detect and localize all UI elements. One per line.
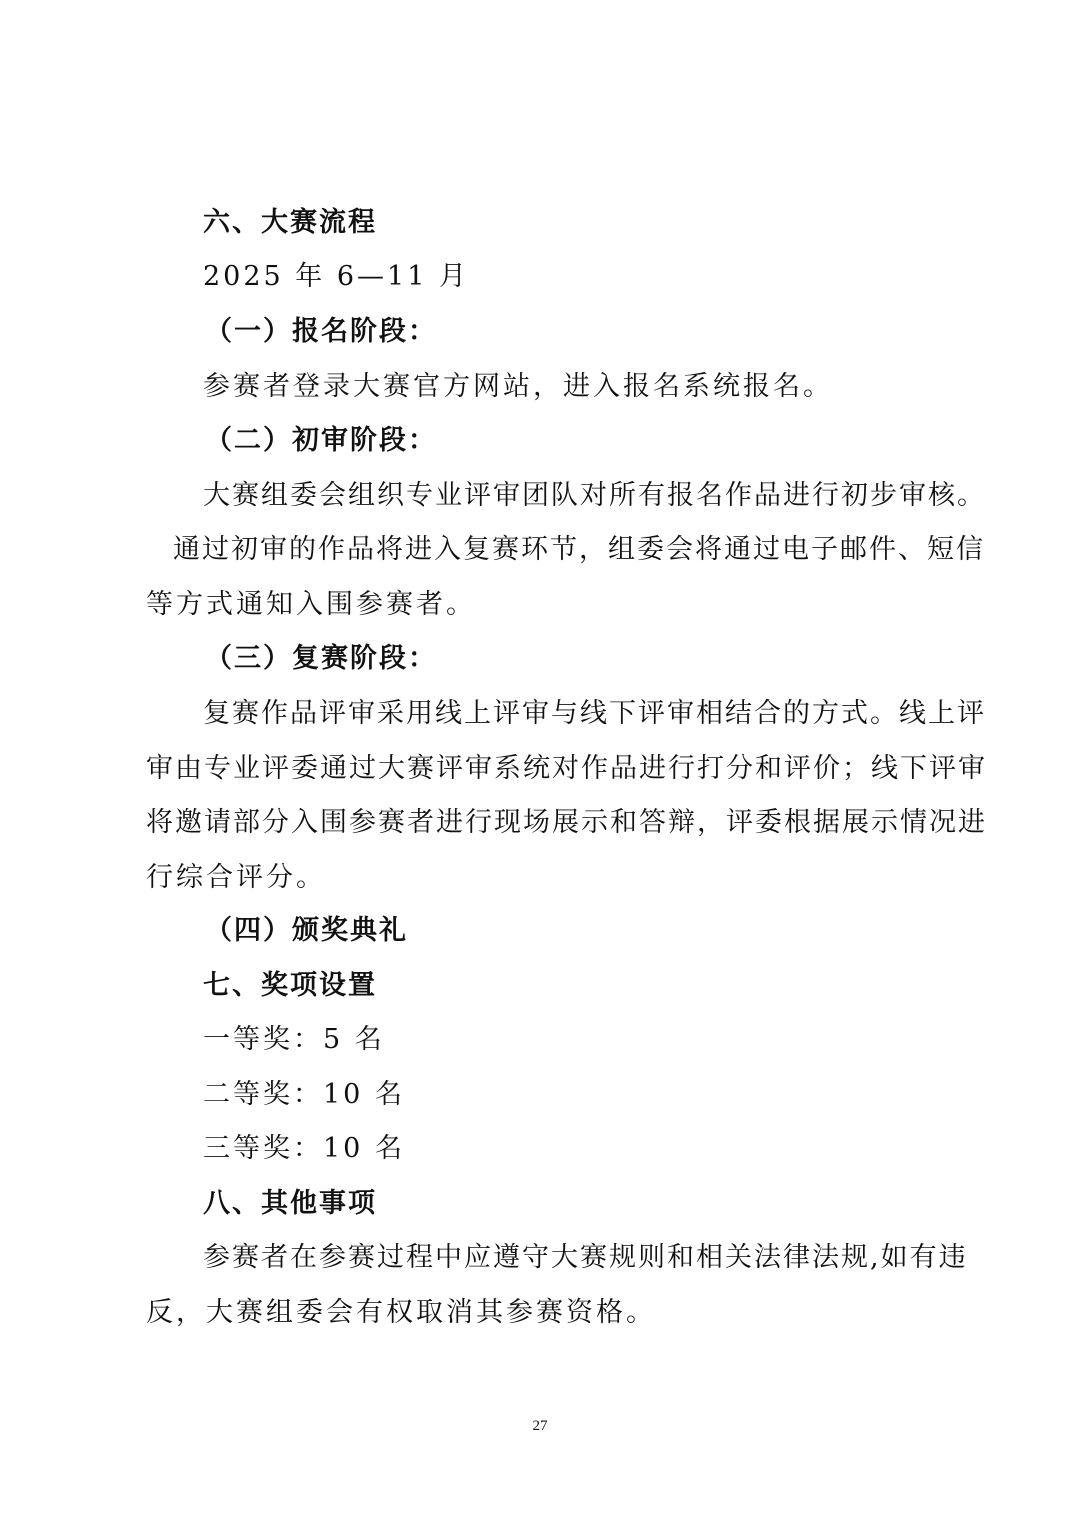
section-six-heading: 六、大赛流程	[203, 207, 377, 238]
award-first-prize: 一等奖：5 名	[203, 1024, 385, 1055]
award-second-prize: 二等奖：10 名	[203, 1079, 405, 1110]
stage-one-heading: （一）报名阶段：	[205, 316, 437, 347]
other-matters-line-1: 参赛者在参赛过程中应遵守大赛规则和相关法律法规,如有违	[203, 1242, 968, 1273]
stage-three-line-4: 行综合评分。	[146, 862, 326, 893]
stage-two-heading: （二）初审阶段：	[205, 425, 437, 456]
stage-one-text: 参赛者登录大赛官方网站，进入报名系统报名。	[203, 371, 833, 402]
stage-three-line-3: 将邀请部分入围参赛者进行现场展示和答辩，评委根据展示情况进	[146, 807, 987, 838]
stage-two-line-2: 通过初审的作品将进入复赛环节，组委会将通过电子邮件、短信	[173, 534, 985, 565]
stage-three-heading: （三）复赛阶段：	[205, 643, 437, 674]
stage-three-line-2: 审由专业评委通过大赛评审系统对作品进行打分和评价；线下评审	[146, 753, 987, 784]
stage-two-line-1: 大赛组委会组织专业评审团队对所有报名作品进行初步审核。	[203, 480, 986, 511]
stage-four-heading: （四）颁奖典礼	[205, 915, 408, 946]
section-eight-heading: 八、其他事项	[203, 1188, 377, 1219]
section-seven-heading: 七、奖项设置	[203, 970, 377, 1001]
page-number: 27	[532, 1418, 548, 1434]
stage-three-line-1: 复赛作品评审采用线上评审与线下评审相结合的方式。线上评	[203, 698, 986, 729]
stage-two-line-3: 等方式通知入围参赛者。	[146, 589, 476, 620]
timeline-text: 2025 年 6—11 月	[203, 261, 469, 292]
other-matters-line-2: 反，大赛组委会有权取消其参赛资格。	[146, 1297, 656, 1328]
award-third-prize: 三等奖：10 名	[203, 1133, 405, 1164]
